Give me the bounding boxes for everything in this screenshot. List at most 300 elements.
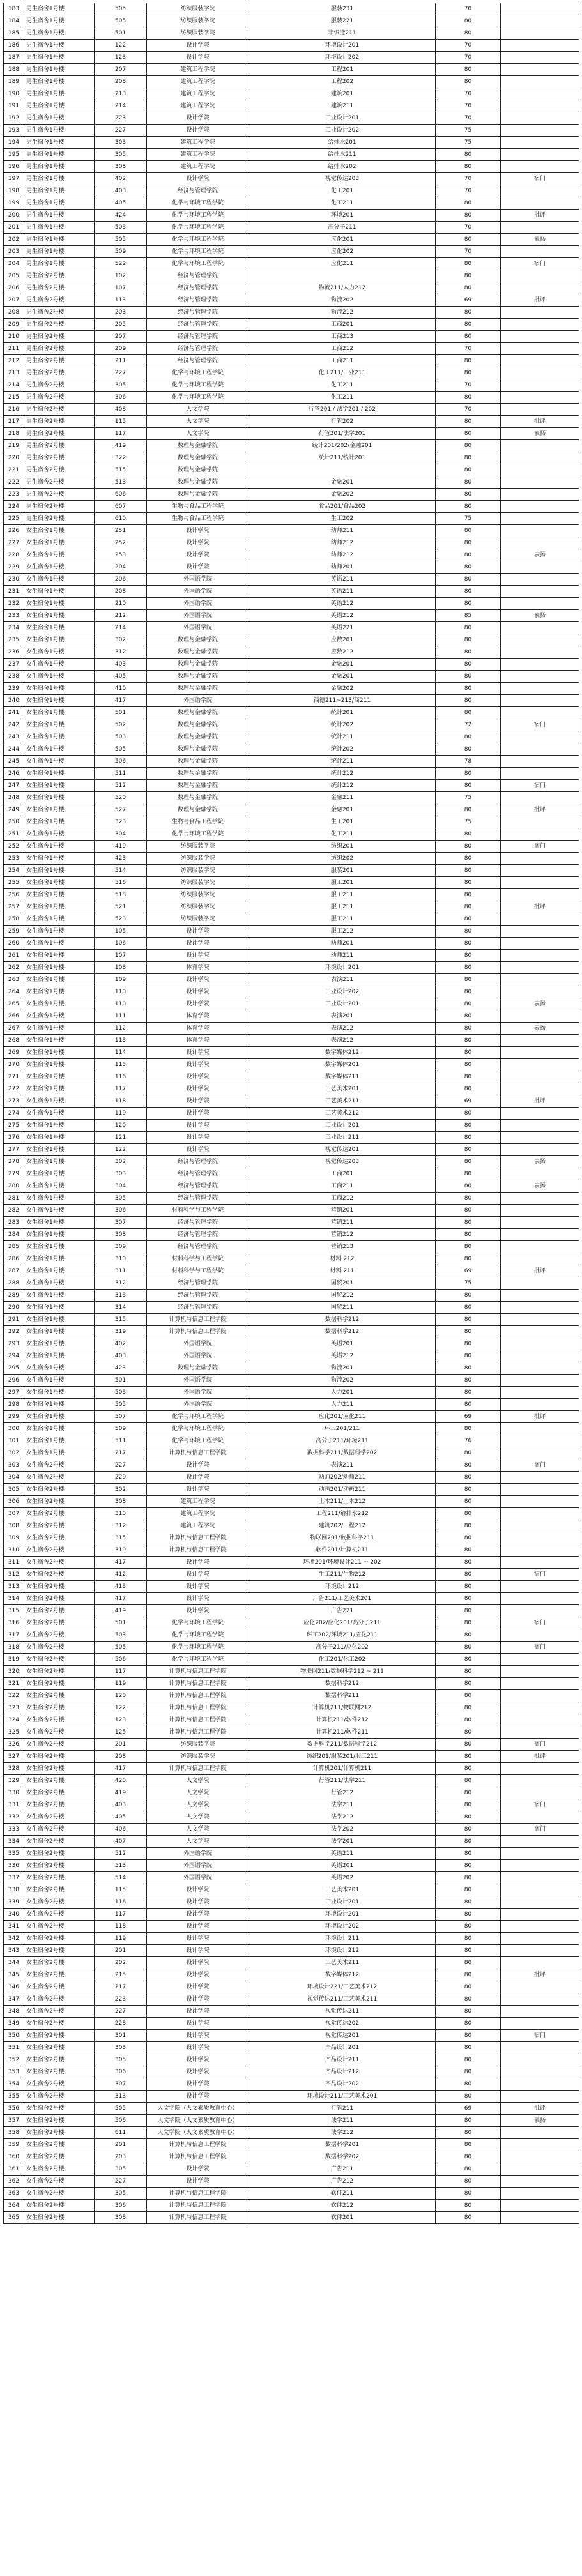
class-name-cell: 统计202	[249, 719, 436, 731]
class-name-cell: 金融202	[249, 489, 436, 501]
class-name-cell: 行管211	[249, 2103, 436, 2115]
room-number-cell: 120	[95, 1120, 147, 1132]
table-row	[4, 1472, 579, 1484]
college-cell: 设计学院	[147, 1981, 249, 1993]
college-cell: 计算机与信息工程学院	[147, 1678, 249, 1690]
table-row	[4, 974, 579, 986]
table-row	[4, 3, 579, 15]
room-number-cell: 214	[95, 622, 147, 634]
table-row	[4, 1290, 579, 1302]
college-cell: 经济与管理学院	[147, 1180, 249, 1193]
row-number-cell: 281	[4, 1193, 24, 1205]
class-name-cell: 产品设计202	[249, 2078, 436, 2091]
dorm-building-cell: 女生宿舍2号楼	[24, 1775, 95, 1787]
row-number-cell: 326	[4, 1739, 24, 1751]
college-cell: 纺织服装学院	[147, 1739, 249, 1751]
dorm-building-cell: 男生宿舍1号楼	[24, 222, 95, 234]
college-cell: 计算机与信息工程学院	[147, 2188, 249, 2200]
college-cell: 设计学院	[147, 2006, 249, 2018]
college-cell: 设计学院	[147, 1969, 249, 1981]
row-number-cell: 226	[4, 525, 24, 537]
room-number-cell: 306	[95, 2066, 147, 2078]
remark-cell: 表扬	[501, 610, 579, 622]
table-row	[4, 1362, 579, 1375]
score-cell: 80	[436, 2078, 501, 2091]
row-number-cell: 336	[4, 1860, 24, 1872]
score-cell: 80	[436, 1350, 501, 1362]
row-number-cell: 193	[4, 125, 24, 137]
room-number-cell: 509	[95, 246, 147, 258]
room-number-cell: 323	[95, 816, 147, 828]
remark-cell	[501, 392, 579, 404]
table-row	[4, 27, 579, 40]
score-cell: 80	[436, 1872, 501, 1884]
room-number-cell: 506	[95, 2115, 147, 2127]
college-cell: 化学与环境工程学院	[147, 210, 249, 222]
table-row	[4, 586, 579, 598]
class-name-cell: 数据科学211/数据科学202	[249, 1447, 436, 1459]
score-cell: 70	[436, 379, 501, 392]
score-cell: 70	[436, 3, 501, 15]
score-cell: 80	[436, 234, 501, 246]
score-cell: 80	[436, 1702, 501, 1714]
score-cell: 80	[436, 1739, 501, 1751]
score-cell: 80	[436, 1168, 501, 1180]
room-number-cell: 513	[95, 476, 147, 489]
remark-cell	[501, 137, 579, 149]
row-number-cell: 210	[4, 331, 24, 343]
college-cell: 数理与金融学院	[147, 792, 249, 804]
table-row	[4, 1023, 579, 1035]
dorm-building-cell: 男生宿舍1号楼	[24, 3, 95, 15]
dorm-building-cell: 女生宿舍1号楼	[24, 756, 95, 768]
remark-cell	[501, 926, 579, 938]
score-cell: 80	[436, 307, 501, 319]
table-row	[4, 1350, 579, 1362]
room-number-cell: 512	[95, 780, 147, 792]
table-row	[4, 1132, 579, 1144]
college-cell: 人文学院	[147, 1799, 249, 1811]
class-name-cell: 幼师211	[249, 950, 436, 962]
dorm-building-cell: 男生宿舍2号楼	[24, 307, 95, 319]
remark-cell	[501, 671, 579, 683]
row-number-cell: 279	[4, 1168, 24, 1180]
row-number-cell: 360	[4, 2151, 24, 2163]
remark-cell	[501, 2066, 579, 2078]
remark-cell: 宿门	[501, 2030, 579, 2042]
row-number-cell: 213	[4, 367, 24, 379]
class-name-cell: 表演212	[249, 1023, 436, 1035]
remark-cell	[501, 52, 579, 64]
score-cell: 70	[436, 112, 501, 125]
row-number-cell: 263	[4, 974, 24, 986]
class-name-cell: 环境201	[249, 210, 436, 222]
row-number-cell: 357	[4, 2115, 24, 2127]
dorm-building-cell: 男生宿舍1号楼	[24, 173, 95, 185]
room-number-cell: 215	[95, 1969, 147, 1981]
class-name-cell: 法学201	[249, 1836, 436, 1848]
dorm-building-cell: 男生宿舍2号楼	[24, 464, 95, 476]
class-name-cell: 金融201	[249, 671, 436, 683]
class-name-cell: 给排水211	[249, 149, 436, 161]
room-number-cell: 117	[95, 1909, 147, 1921]
row-number-cell: 223	[4, 489, 24, 501]
dorm-building-cell: 女生宿舍1号楼	[24, 986, 95, 998]
row-number-cell: 307	[4, 1508, 24, 1520]
remark-cell: 宿门	[501, 1799, 579, 1811]
row-number-cell: 272	[4, 1083, 24, 1095]
row-number-cell: 345	[4, 1969, 24, 1981]
college-cell: 数理与金融学院	[147, 452, 249, 464]
row-number-cell: 259	[4, 926, 24, 938]
dorm-building-cell: 女生宿舍1号楼	[24, 1387, 95, 1399]
remark-cell	[501, 1872, 579, 1884]
room-number-cell: 304	[95, 828, 147, 841]
class-name-cell: 金融201	[249, 659, 436, 671]
remark-cell	[501, 525, 579, 537]
dorm-building-cell: 女生宿舍2号楼	[24, 1981, 95, 1993]
score-cell: 70	[436, 246, 501, 258]
dorm-building-cell: 女生宿舍2号楼	[24, 1848, 95, 1860]
table-row	[4, 112, 579, 125]
row-number-cell: 361	[4, 2163, 24, 2176]
remark-cell	[501, 489, 579, 501]
class-name-cell: 软件201	[249, 2212, 436, 2224]
remark-cell	[501, 1083, 579, 1095]
room-number-cell: 229	[95, 1472, 147, 1484]
college-cell: 设计学院	[147, 1909, 249, 1921]
class-name-cell: 工商211	[249, 1180, 436, 1193]
dorm-building-cell: 女生宿舍1号楼	[24, 574, 95, 586]
college-cell: 经济与管理学院	[147, 282, 249, 294]
room-number-cell: 518	[95, 889, 147, 901]
college-cell: 建筑工程学院	[147, 1520, 249, 1532]
remark-cell	[501, 2200, 579, 2212]
dorm-building-cell: 女生宿舍2号楼	[24, 1702, 95, 1714]
table-row	[4, 1848, 579, 1860]
remark-cell	[501, 634, 579, 646]
remark-cell	[501, 1933, 579, 1945]
dorm-building-cell: 女生宿舍1号楼	[24, 1035, 95, 1047]
dorm-building-cell: 女生宿舍1号楼	[24, 1326, 95, 1338]
remark-cell	[501, 1993, 579, 2006]
row-number-cell: 230	[4, 574, 24, 586]
remark-cell: 宿门	[501, 1617, 579, 1629]
room-number-cell: 301	[95, 2030, 147, 2042]
dorm-building-cell: 男生宿舍1号楼	[24, 149, 95, 161]
row-number-cell: 328	[4, 1763, 24, 1775]
remark-cell	[501, 1435, 579, 1447]
score-cell: 80	[436, 1557, 501, 1569]
college-cell: 经济与管理学院	[147, 1290, 249, 1302]
score-cell: 80	[436, 525, 501, 537]
row-number-cell: 238	[4, 671, 24, 683]
row-number-cell: 283	[4, 1217, 24, 1229]
table-row	[4, 1569, 579, 1581]
class-name-cell	[249, 464, 436, 476]
remark-cell	[501, 319, 579, 331]
class-name-cell: 金融201	[249, 476, 436, 489]
remark-cell	[501, 1860, 579, 1872]
score-cell: 80	[436, 2066, 501, 2078]
dorm-building-cell: 女生宿舍1号楼	[24, 1059, 95, 1071]
room-number-cell: 305	[95, 1193, 147, 1205]
score-cell: 80	[436, 1848, 501, 1860]
class-name-cell: 法学212	[249, 1811, 436, 1824]
room-number-cell: 303	[95, 2042, 147, 2054]
score-cell: 80	[436, 1217, 501, 1229]
college-cell: 建筑工程学院	[147, 88, 249, 100]
score-cell: 80	[436, 76, 501, 88]
table-row	[4, 1957, 579, 1969]
class-name-cell: 动画201/动画211	[249, 1484, 436, 1496]
college-cell: 数理与金融学院	[147, 756, 249, 768]
class-name-cell: 计算机211/物联网212	[249, 1702, 436, 1714]
room-number-cell: 207	[95, 64, 147, 76]
score-cell: 76	[436, 1435, 501, 1447]
table-row	[4, 1411, 579, 1423]
room-number-cell: 307	[95, 1217, 147, 1229]
table-row	[4, 355, 579, 367]
score-cell: 80	[436, 319, 501, 331]
class-name-cell: 行管202	[249, 416, 436, 428]
row-number-cell: 305	[4, 1484, 24, 1496]
room-number-cell: 312	[95, 646, 147, 659]
score-cell: 80	[436, 1071, 501, 1083]
remark-cell	[501, 2054, 579, 2066]
score-cell: 78	[436, 756, 501, 768]
room-number-cell: 503	[95, 1629, 147, 1642]
dorm-building-cell: 女生宿舍2号楼	[24, 2127, 95, 2139]
score-cell: 80	[436, 598, 501, 610]
dorm-building-cell: 女生宿舍1号楼	[24, 1095, 95, 1108]
college-cell: 设计学院	[147, 1569, 249, 1581]
table-row	[4, 598, 579, 610]
table-row	[4, 2066, 579, 2078]
table-row	[4, 1338, 579, 1350]
class-name-cell: 工艺美术211	[249, 1095, 436, 1108]
room-number-cell: 611	[95, 2127, 147, 2139]
room-number-cell: 201	[95, 1945, 147, 1957]
room-number-cell: 403	[95, 1350, 147, 1362]
class-name-cell: 国贸211	[249, 1302, 436, 1314]
class-name-cell: 营销212	[249, 1229, 436, 1241]
table-row	[4, 1642, 579, 1654]
college-cell: 设计学院	[147, 1071, 249, 1083]
college-cell: 设计学院	[147, 938, 249, 950]
college-cell: 外国语学院	[147, 1872, 249, 1884]
college-cell: 设计学院	[147, 1132, 249, 1144]
class-name-cell: 物流211/人力212	[249, 282, 436, 294]
room-number-cell: 212	[95, 610, 147, 622]
table-row	[4, 137, 579, 149]
college-cell: 人文学院（人文素质教育中心）	[147, 2115, 249, 2127]
room-number-cell: 514	[95, 1872, 147, 1884]
college-cell: 纺织服装学院	[147, 889, 249, 901]
room-number-cell: 516	[95, 877, 147, 889]
score-cell: 80	[436, 1981, 501, 1993]
table-row	[4, 1217, 579, 1229]
remark-cell	[501, 1811, 579, 1824]
class-name-cell: 营销211	[249, 1217, 436, 1229]
remark-cell: 表扬	[501, 549, 579, 561]
college-cell: 外国语学院	[147, 1387, 249, 1399]
table-row	[4, 962, 579, 974]
room-number-cell: 116	[95, 1896, 147, 1909]
table-row	[4, 1714, 579, 1726]
room-number-cell: 116	[95, 1071, 147, 1083]
score-cell: 80	[436, 1678, 501, 1690]
college-cell: 人文学院	[147, 1811, 249, 1824]
score-cell: 80	[436, 1023, 501, 1035]
remark-cell	[501, 1447, 579, 1459]
class-name-cell: 食品201/食品202	[249, 501, 436, 513]
table-row	[4, 1035, 579, 1047]
table-row	[4, 1229, 579, 1241]
class-name-cell: 纺织201	[249, 841, 436, 853]
table-row	[4, 2091, 579, 2103]
college-cell: 化学与环境工程学院	[147, 222, 249, 234]
row-number-cell: 183	[4, 3, 24, 15]
dorm-building-cell: 女生宿舍1号楼	[24, 610, 95, 622]
score-cell: 80	[436, 853, 501, 865]
remark-cell	[501, 986, 579, 998]
row-number-cell: 340	[4, 1909, 24, 1921]
table-row	[4, 2018, 579, 2030]
table-row	[4, 816, 579, 828]
row-number-cell: 187	[4, 52, 24, 64]
score-cell: 80	[436, 804, 501, 816]
table-row	[4, 1387, 579, 1399]
row-number-cell: 245	[4, 756, 24, 768]
row-number-cell: 342	[4, 1933, 24, 1945]
class-name-cell: 应数201	[249, 634, 436, 646]
score-cell: 80	[436, 695, 501, 707]
class-name-cell: 环境设计202	[249, 1921, 436, 1933]
college-cell: 数理与金融学院	[147, 804, 249, 816]
row-number-cell: 269	[4, 1047, 24, 1059]
college-cell: 设计学院	[147, 1095, 249, 1108]
class-name-cell: 工业设计201	[249, 1120, 436, 1132]
college-cell: 纺织服装学院	[147, 1751, 249, 1763]
row-number-cell: 200	[4, 210, 24, 222]
table-row	[4, 2115, 579, 2127]
college-cell: 纺织服装学院	[147, 865, 249, 877]
room-number-cell: 315	[95, 1532, 147, 1544]
table-row	[4, 1775, 579, 1787]
room-number-cell: 305	[95, 149, 147, 161]
dorm-building-cell: 男生宿舍1号楼	[24, 15, 95, 27]
remark-cell	[501, 1702, 579, 1714]
dorm-building-cell: 男生宿舍2号楼	[24, 270, 95, 282]
remark-cell	[501, 695, 579, 707]
row-number-cell: 285	[4, 1241, 24, 1253]
room-number-cell: 305	[95, 2054, 147, 2066]
remark-cell	[501, 161, 579, 173]
table-row	[4, 501, 579, 513]
remark-cell: 批评	[501, 1411, 579, 1423]
row-number-cell: 266	[4, 1010, 24, 1023]
dorm-building-cell: 女生宿舍1号楼	[24, 804, 95, 816]
college-cell: 设计学院	[147, 2042, 249, 2054]
room-number-cell: 117	[95, 1666, 147, 1678]
remark-cell	[501, 938, 579, 950]
college-cell: 设计学院	[147, 2176, 249, 2188]
remark-cell	[501, 646, 579, 659]
dorm-building-cell: 女生宿舍2号楼	[24, 1654, 95, 1666]
score-cell: 69	[436, 1265, 501, 1277]
table-row	[4, 1981, 579, 1993]
room-number-cell: 251	[95, 525, 147, 537]
row-number-cell: 184	[4, 15, 24, 27]
class-name-cell: 纺织201/服装201/服工211	[249, 1751, 436, 1763]
score-cell: 80	[436, 392, 501, 404]
class-name-cell: 法学211	[249, 1799, 436, 1811]
class-name-cell: 幼师212	[249, 549, 436, 561]
dorm-building-cell: 女生宿舍2号楼	[24, 1751, 95, 1763]
table-row	[4, 2163, 579, 2176]
table-row	[4, 1447, 579, 1459]
score-cell: 80	[436, 901, 501, 913]
row-number-cell: 222	[4, 476, 24, 489]
table-row	[4, 282, 579, 294]
class-name-cell: 工商201	[249, 1168, 436, 1180]
score-cell: 69	[436, 1095, 501, 1108]
college-cell: 设计学院	[147, 1083, 249, 1095]
table-row	[4, 1593, 579, 1605]
remark-cell	[501, 1484, 579, 1496]
score-cell: 80	[436, 1229, 501, 1241]
score-cell: 80	[436, 1775, 501, 1787]
class-name-cell: 数字媒体201	[249, 1059, 436, 1071]
score-cell: 80	[436, 2018, 501, 2030]
dorm-building-cell: 女生宿舍1号楼	[24, 865, 95, 877]
table-row	[4, 926, 579, 938]
dorm-building-cell: 女生宿舍1号楼	[24, 1156, 95, 1168]
room-number-cell: 417	[95, 1557, 147, 1569]
class-name-cell: 建筑201	[249, 88, 436, 100]
row-number-cell: 225	[4, 513, 24, 525]
table-row	[4, 537, 579, 549]
dorm-building-cell: 男生宿舍2号楼	[24, 404, 95, 416]
college-cell: 计算机与信息工程学院	[147, 1690, 249, 1702]
row-number-cell: 243	[4, 731, 24, 743]
score-cell: 80	[436, 1896, 501, 1909]
row-number-cell: 339	[4, 1896, 24, 1909]
dorm-building-cell: 女生宿舍2号楼	[24, 2115, 95, 2127]
table-row	[4, 622, 579, 634]
college-cell: 计算机与信息工程学院	[147, 1726, 249, 1739]
dorm-building-cell: 女生宿舍2号楼	[24, 1605, 95, 1617]
room-number-cell: 227	[95, 2006, 147, 2018]
table-row	[4, 307, 579, 319]
college-cell: 计算机与信息工程学院	[147, 1544, 249, 1557]
college-cell: 经济与管理学院	[147, 1156, 249, 1168]
room-number-cell: 210	[95, 598, 147, 610]
room-number-cell: 306	[95, 392, 147, 404]
row-number-cell: 209	[4, 319, 24, 331]
class-name-cell: 数据科学212	[249, 1326, 436, 1338]
college-cell: 材料科学与工程学院	[147, 1253, 249, 1265]
college-cell: 人文学院（人文素质教育中心）	[147, 2103, 249, 2115]
remark-cell	[501, 1035, 579, 1047]
score-cell: 80	[436, 2212, 501, 2224]
table-row	[4, 1824, 579, 1836]
table-row	[4, 1544, 579, 1557]
score-cell: 80	[436, 1799, 501, 1811]
remark-cell	[501, 3, 579, 15]
remark-cell: 批评	[501, 804, 579, 816]
